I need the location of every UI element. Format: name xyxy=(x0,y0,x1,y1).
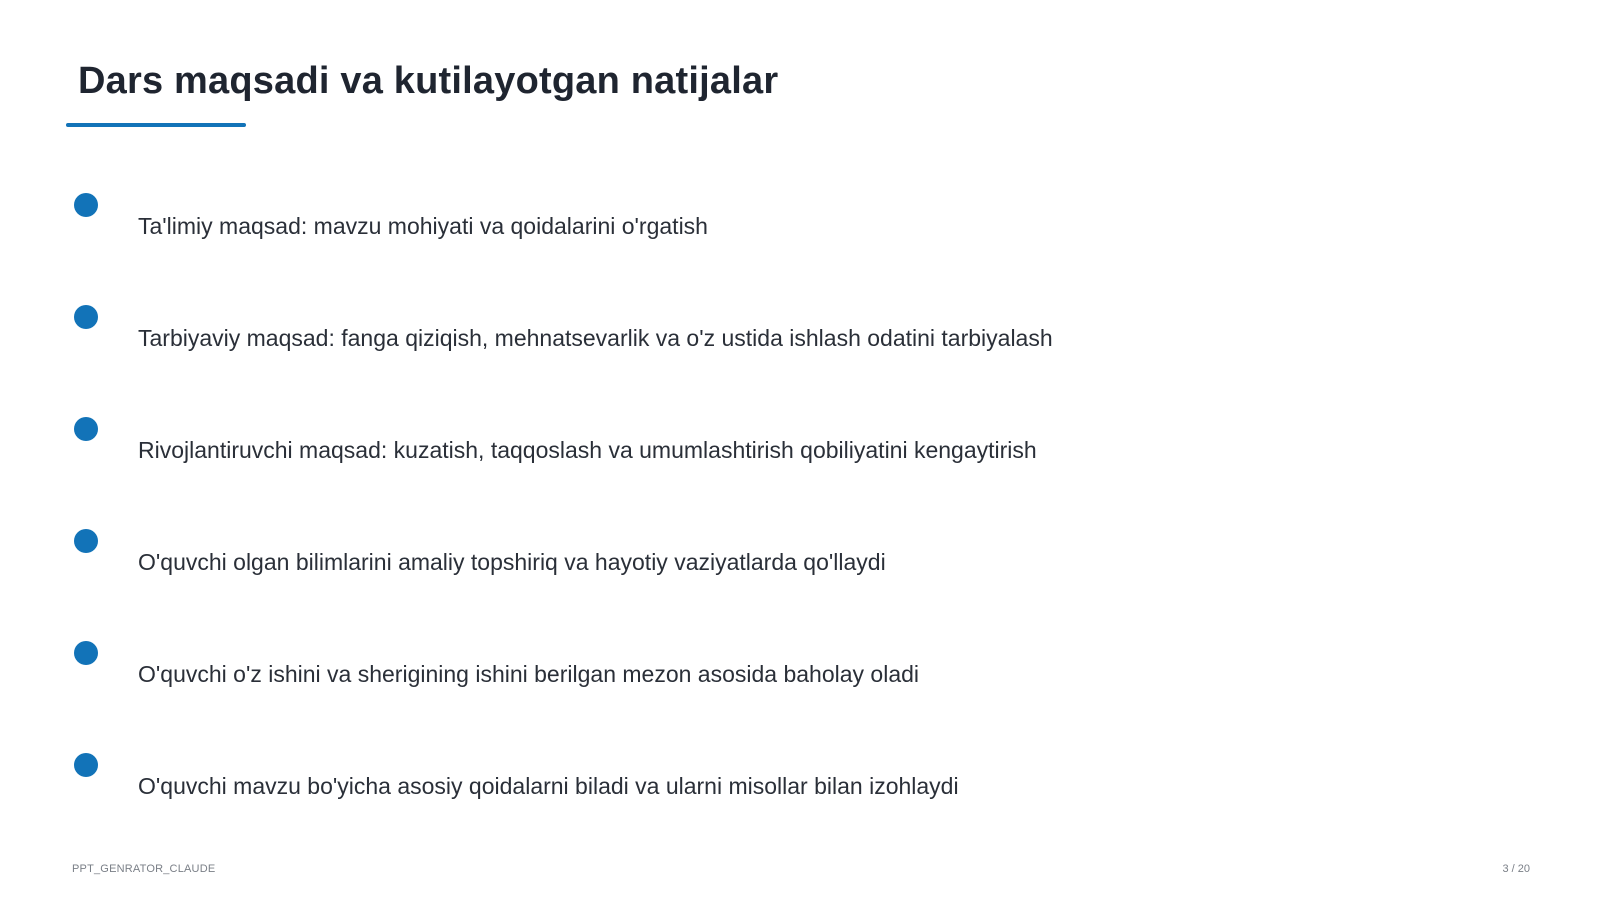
bullet-item xyxy=(0,529,1500,589)
bullet-item xyxy=(0,193,1500,253)
bullet-text: O'quvchi olgan bilimlarini amaliy topshiriq va hayotiy vaziyatlarda qo'llaydi xyxy=(138,549,886,575)
bullet-dot-icon xyxy=(74,641,98,665)
slide-title: Dars maqsadi va kutilayotgan natijalar xyxy=(78,60,779,102)
bullet-item xyxy=(0,641,1500,701)
bullet-text: O'quvchi mavzu bo'yicha asosiy qoidalarni biladi va ularni misollar bilan izohlaydi xyxy=(138,773,959,799)
bullet-item xyxy=(0,753,1500,813)
bullet-item xyxy=(0,417,1500,477)
bullet-text: Tarbiyaviy maqsad: fanga qiziqish, mehnatsevarlik va o'z ustida ishlash odatini tarbiyalash xyxy=(138,325,1053,351)
bullet-text: O'quvchi o'z ishini va sherigining ishini berilgan mezon asosida baholay oladi xyxy=(138,661,920,687)
bullet-item xyxy=(0,305,1500,365)
page-number: 3 / 20 xyxy=(1502,863,1530,875)
bullet-dot-icon xyxy=(74,305,98,329)
bullet-dot-icon xyxy=(74,417,98,441)
bullet-dot-icon xyxy=(74,193,98,217)
bullet-dot-icon xyxy=(74,529,98,553)
bullet-text: Rivojlantiruvchi maqsad: kuzatish, taqqoslash va umumlashtirish qobiliyatini kengaytirish xyxy=(138,437,1037,463)
bullet-dot-icon xyxy=(74,753,98,777)
title-underline xyxy=(66,123,246,127)
footer-source-label: PPT_GENRATOR_CLAUDE xyxy=(72,863,216,875)
bullet-text: Ta'limiy maqsad: mavzu mohiyati va qoidalarini o'rgatish xyxy=(138,213,708,239)
